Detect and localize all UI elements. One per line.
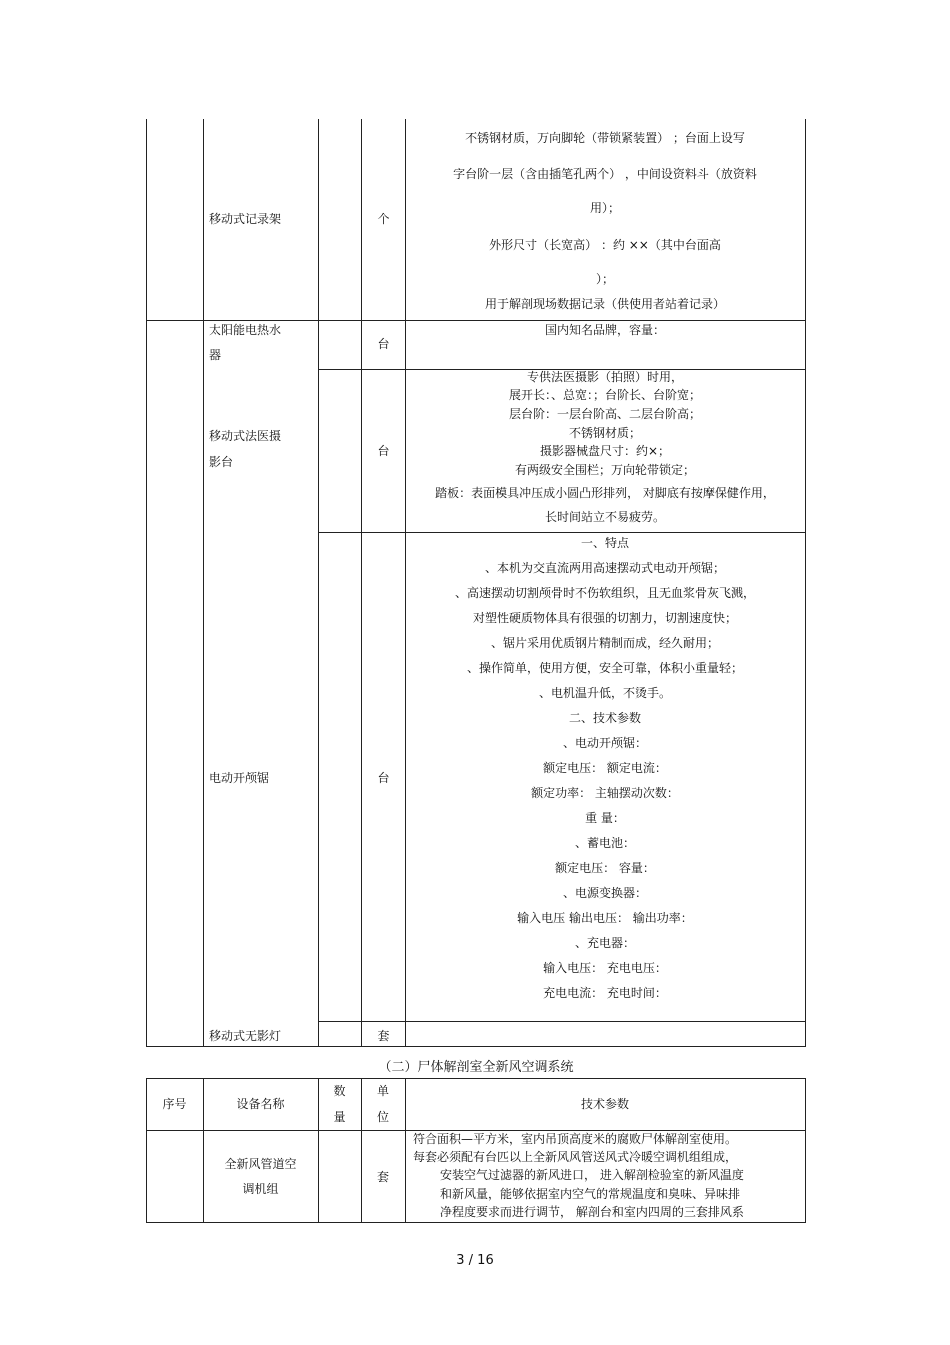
equipment-name: 移动式法医摄 — [209, 429, 282, 443]
table-border — [146, 1046, 806, 1047]
table-border — [318, 1078, 319, 1223]
spec-line: 字台阶一层（含由插笔孔两个） ，中间设资料斗（放资料 — [453, 167, 757, 181]
spec-line: 对塑性硬质物体具有很强的切割力，切割速度快； — [472, 611, 737, 625]
page-number: 3 / 16 — [456, 1253, 494, 1268]
section-title: （二）尸体解剖室全新风空调系统 — [378, 1060, 574, 1075]
table-border — [318, 1021, 806, 1022]
spec-line: 输入电压： 充电电压： — [543, 961, 667, 975]
unit-cell: 台 — [377, 337, 390, 351]
equipment-name: 移动式记录架 — [209, 212, 282, 226]
spec-line: 、操作简单，使用方便，安全可靠，体积小重量轻； — [466, 661, 743, 675]
spec-line: 展开长：、总宽：；台阶长、台阶宽； — [508, 388, 701, 402]
spec-line: 、高速摆动切割颅骨时不伤软组织，且无血浆骨灰飞溅， — [454, 586, 755, 600]
table-border — [203, 119, 204, 1047]
table-border — [805, 119, 806, 1047]
spec-line: 重 量： — [585, 811, 625, 825]
spec-line: 外形尺寸（长宽高） ：约 ××（其中台面高 — [489, 238, 721, 252]
spec-line: 用）； — [589, 201, 620, 215]
spec-line: ）； — [595, 272, 614, 286]
equipment-name: 太阳能电热水 — [209, 323, 282, 337]
spec-line: 净程度要求而进行调节， 解剖台和室内四周的三套排风系 — [440, 1205, 744, 1219]
spec-line: 一、特点 — [580, 536, 629, 550]
spec-line: 不锈钢材质，万向脚轮（带锁紧装置） ；台面上设写 — [465, 131, 745, 145]
spec-line: 、充电器： — [574, 936, 635, 950]
spec-line: 国内知名品牌，容量： — [544, 323, 665, 337]
header-qty: 数 — [333, 1084, 346, 1098]
spec-line: 层台阶：一层台阶高、二层台阶高； — [508, 407, 701, 421]
unit-cell: 台 — [377, 444, 390, 458]
header-qty: 量 — [333, 1110, 346, 1124]
header-unit: 单 — [376, 1084, 389, 1098]
spec-line: 额定电压： 额定电流： — [543, 761, 667, 775]
equipment-name: 影台 — [209, 455, 234, 469]
equipment-name: 电动开颅锯 — [209, 771, 270, 785]
unit-cell: 个 — [377, 212, 390, 226]
spec-line: 摄影器械盘尺寸：约×； — [539, 444, 671, 458]
table-border — [318, 532, 806, 533]
spec-line: 充电电流： 充电时间： — [543, 986, 667, 1000]
spec-line: 、蓄电池： — [574, 836, 635, 850]
unit-cell: 套 — [377, 1029, 390, 1043]
table-border — [361, 119, 362, 1047]
equipment-name: 移动式无影灯 — [209, 1029, 282, 1043]
spec-line: 专供法医摄影（拍照）时用， — [526, 370, 683, 384]
spec-line: 安装空气过滤器的新风进口， 进入解剖检验室的新风温度 — [440, 1168, 744, 1182]
equipment-name: 调机组 — [242, 1182, 279, 1196]
spec-line: 额定电压： 容量： — [555, 861, 655, 875]
spec-line: 符合面积—平方米，室内吊顶高度米的腐败尸体解剖室使用。 — [413, 1132, 738, 1146]
unit-cell: 套 — [376, 1170, 389, 1184]
equipment-name: 全新风管道空 — [224, 1157, 297, 1171]
table-border — [146, 320, 806, 321]
spec-line: 、电动开颅锯： — [562, 736, 647, 750]
header-index: 序号 — [162, 1097, 187, 1111]
unit-cell: 台 — [377, 771, 390, 785]
spec-line: 、电源变换器： — [562, 886, 647, 900]
spec-line: 长时间站立不易疲劳。 — [544, 510, 665, 524]
table-border — [146, 1222, 806, 1223]
table-border — [361, 1078, 362, 1223]
spec-line: 、锯片采用优质钢片精制而成，经久耐用； — [490, 636, 719, 650]
spec-line: 用于解剖现场数据记录（供使用者站着记录） — [484, 297, 725, 311]
spec-line: 额定功率： 主轴摆动次数： — [531, 786, 679, 800]
table-border — [405, 119, 406, 1047]
spec-line: 每套必须配有台匹以上全新风风管送风式冷暖空调机组组成， — [413, 1150, 738, 1164]
equipment-name: 器 — [209, 348, 222, 362]
table-border — [146, 119, 147, 1047]
spec-line: 有两级安全围栏；万向轮带锁定； — [514, 463, 695, 477]
header-name: 设备名称 — [236, 1097, 285, 1111]
spec-line: 不锈钢材质； — [568, 426, 641, 440]
spec-line: 和新风量，能够依据室内空气的常规温度和臭味、异味排 — [440, 1187, 741, 1201]
spec-line: 输入电压 输出电压： 输出功率： — [517, 911, 693, 925]
table-border — [146, 1078, 806, 1079]
table-border — [318, 119, 319, 1047]
spec-line: 、本机为交直流两用高速摆动式电动开颅锯； — [484, 561, 725, 575]
spec-line: 踏板：表面模具冲压成小圆凸形排列， 对脚底有按摩保健作用， — [435, 486, 775, 500]
header-spec: 技术参数 — [580, 1097, 629, 1111]
spec-line: 、电机温升低，不烫手。 — [538, 686, 671, 700]
spec-line: 二、技术参数 — [568, 711, 641, 725]
table-border — [805, 1078, 806, 1223]
header-unit: 位 — [376, 1110, 389, 1124]
